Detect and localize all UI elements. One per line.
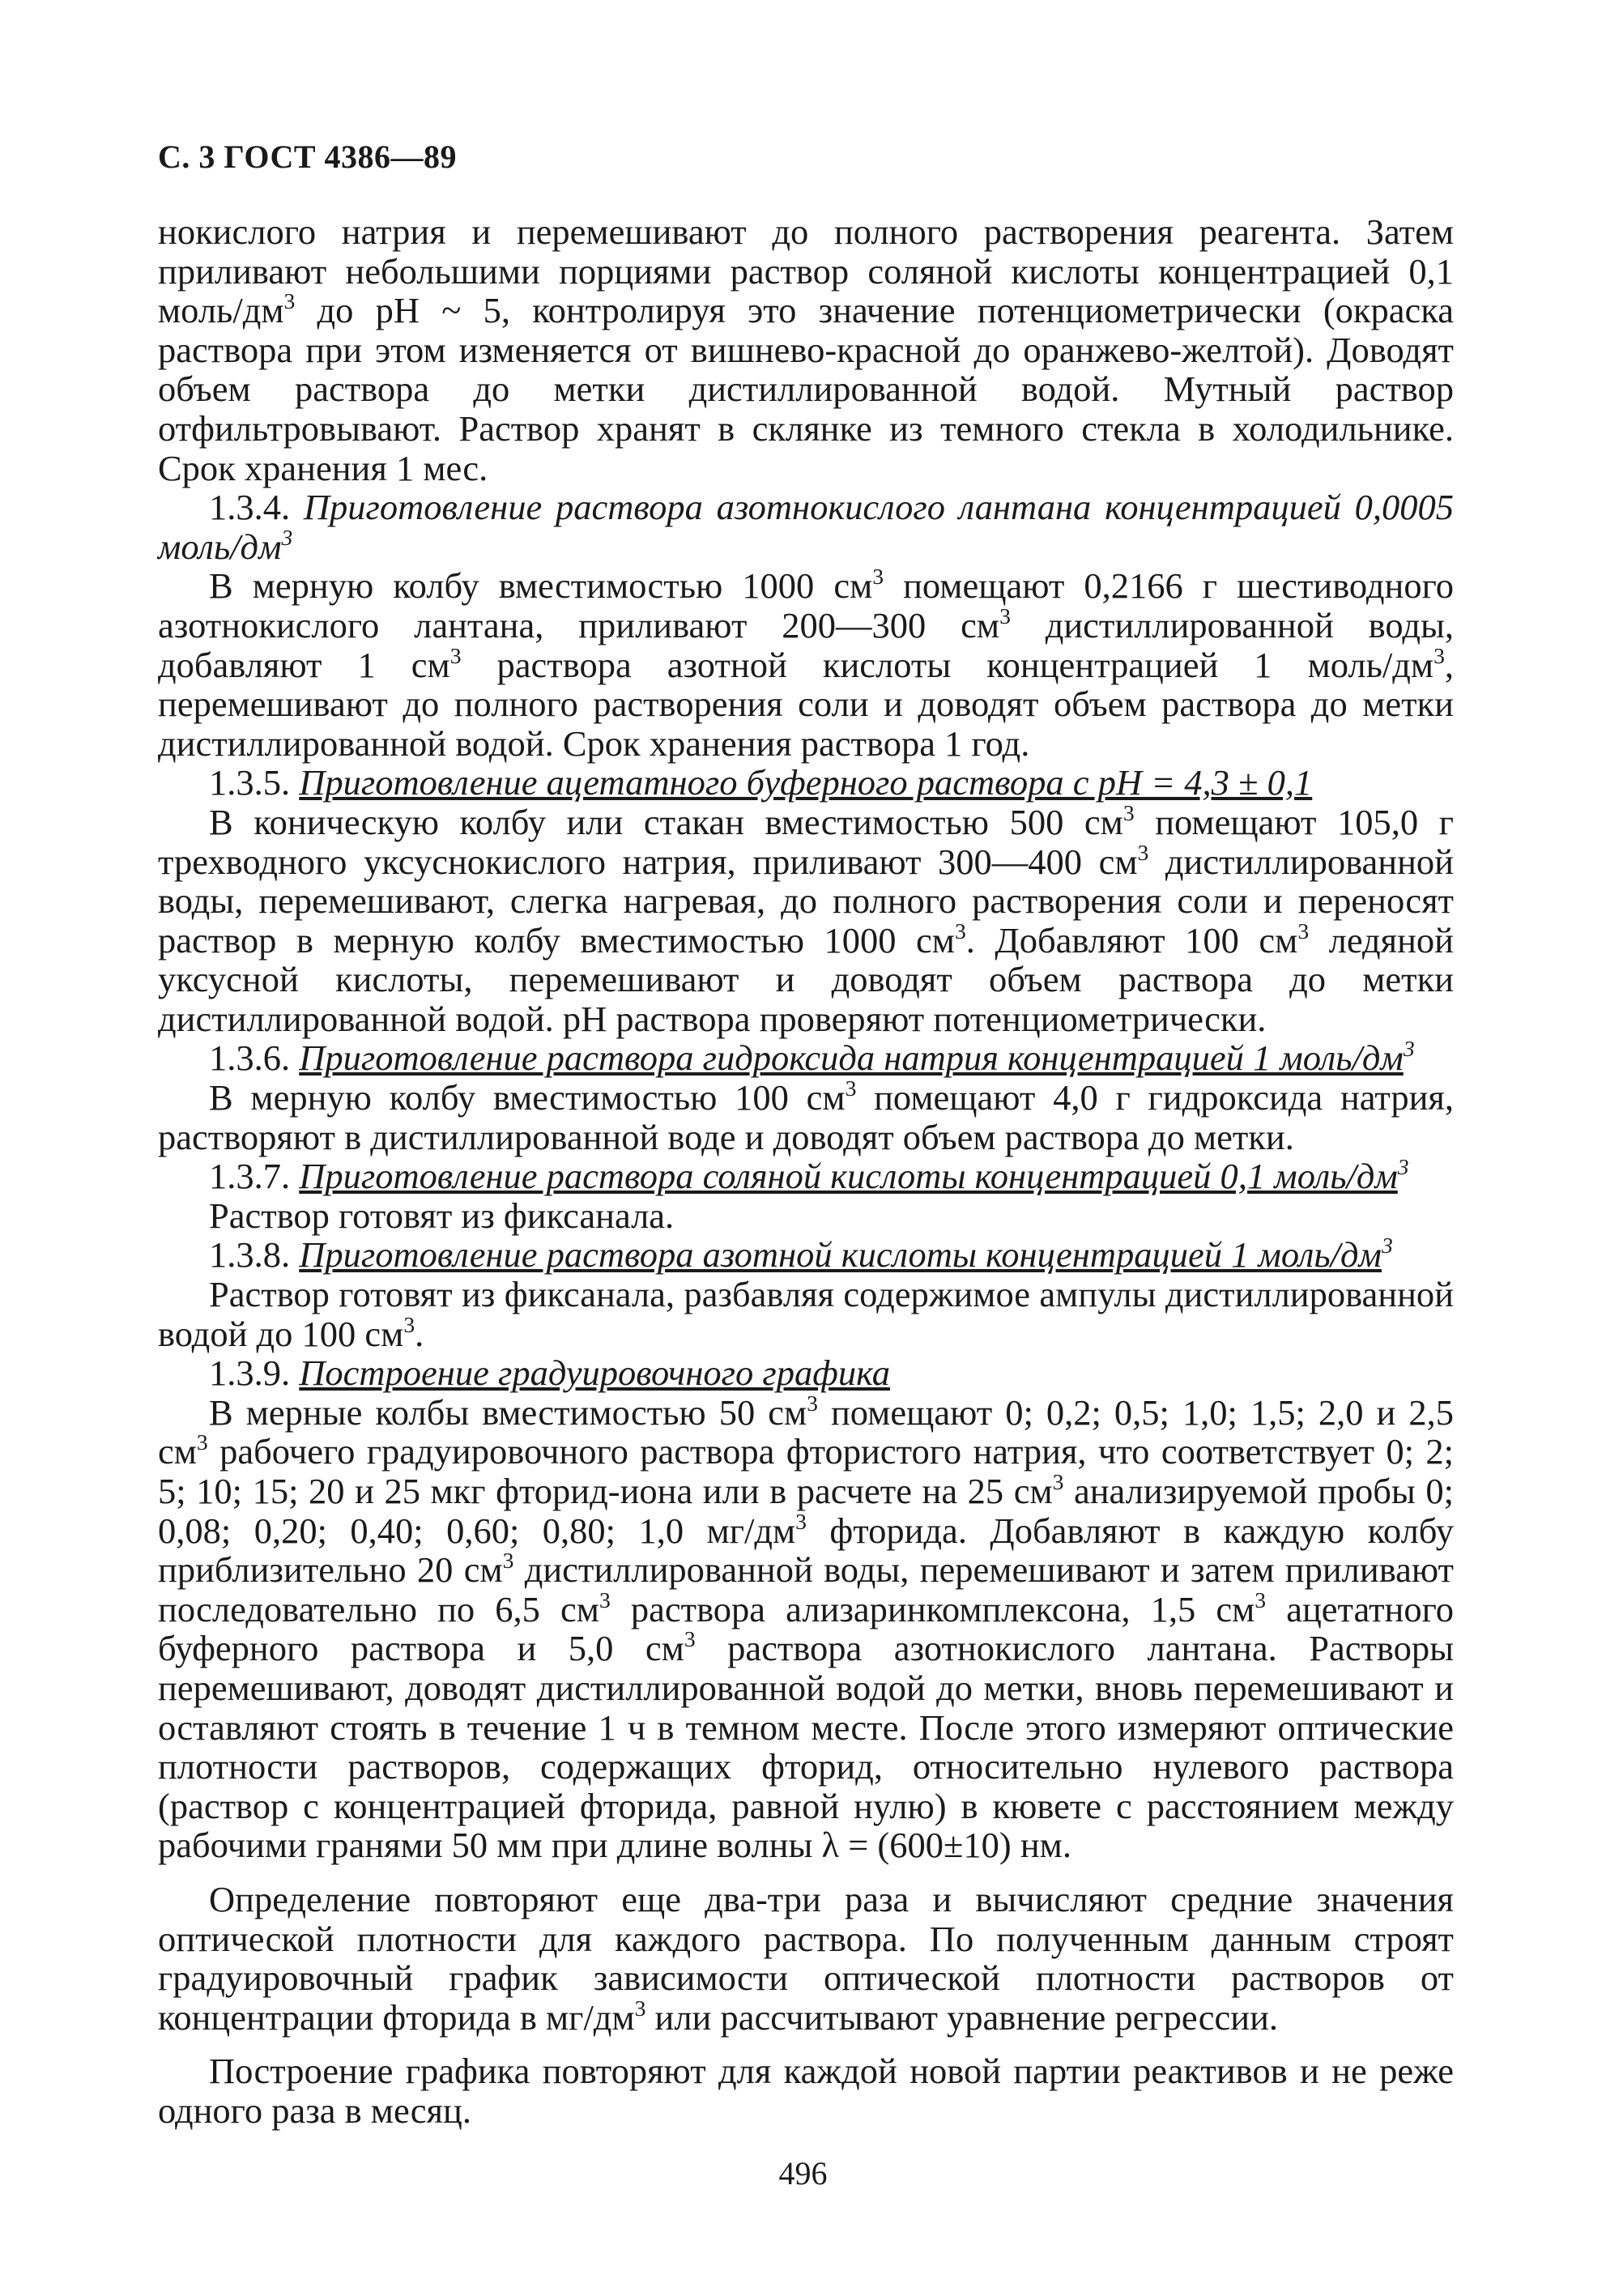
- text-run: 1.3.5.: [209, 762, 300, 803]
- superscript: 3: [1403, 1036, 1415, 1062]
- superscript: 3: [1397, 1154, 1409, 1180]
- superscript: 3: [449, 642, 462, 668]
- paragraph: [158, 799, 1454, 1039]
- superscript: 3: [954, 918, 966, 944]
- superscript: 3: [807, 1390, 818, 1416]
- text-run: дистиллированной воды, перемешивают, слегка нагревая, до полного растворения соли и переносят раствор в мерную колбу вместимостью 1000 см: [158, 841, 1454, 961]
- paragraph: [158, 2051, 1454, 2130]
- superscript: 3: [1297, 918, 1310, 944]
- paragraph: [158, 1880, 1454, 2037]
- superscript: 3: [684, 1626, 696, 1652]
- superscript: 3: [281, 524, 293, 550]
- superscript: 3: [599, 1587, 611, 1612]
- text-run: дистиллированной воды, добавляют 1 см: [158, 604, 1455, 685]
- superscript: 3: [283, 288, 296, 314]
- section-heading: [158, 1154, 1454, 1197]
- text-run: до pH ~ 5, контролируя это значение потенциометрически (окраска раствора при этом изменяется от вишнево-красной до оранжево-желтой). Доводят объем раствора до метки дистиллированной водой. Мутный раствор отфильтровывают. Раствор хранят в склянке из темного стекла в холодильнике. Срок хранения 1 мес.: [158, 290, 1454, 488]
- italic-run: Приготовление раствора соляной кислоты концентрацией 0,1 моль/дм: [299, 1156, 1398, 1197]
- text-run: 1.3.7.: [209, 1156, 300, 1197]
- superscript: 3: [196, 1429, 208, 1455]
- text-run: или рассчитывают уравнение регрессии.: [645, 1996, 1279, 2038]
- body-text: [158, 212, 1454, 2131]
- paragraph: [158, 212, 1454, 488]
- text-run: помещают 105,0 г трехводного уксуснокислого натрия, приливают 300—400 см: [158, 801, 1454, 882]
- text-run: ацетатного буферного раствора и 5,0 см: [158, 1588, 1455, 1669]
- section-heading: [158, 488, 1454, 566]
- text-run: ледяной уксусной кислоты, перемешивают и доводят объем раствора до метки дистиллированной водой. pH раствора проверяют потенциометрически.: [158, 919, 1454, 1039]
- superscript: 3: [403, 1311, 415, 1337]
- text-run: Определение повторяют еще два-три раза и вычисляют средние значения оптической плотности для каждого раствора. По полученным данным строят градуировочный график зависимости оптической плотности растворов от концентрации фторида в мг/дм: [158, 1878, 1454, 2038]
- superscript: 3: [872, 564, 884, 590]
- paragraph: [158, 1075, 1454, 1157]
- section-heading: [158, 763, 1454, 803]
- italic-run: Приготовление раствора гидроксида натрия концентрацией 1 моль/дм: [299, 1037, 1404, 1079]
- text-run: В коническую колбу или стакан вместимостью 500 см: [209, 801, 1123, 842]
- paragraph: [158, 1390, 1455, 1866]
- superscript: 3: [1122, 799, 1135, 825]
- text-run: 1.3.9.: [209, 1352, 300, 1394]
- text-run: помещают 4,0 г гидроксида натрия, растворяют в дистиллированной воде и доводят объем раствора до метки.: [158, 1077, 1454, 1157]
- paragraph: [158, 566, 1454, 763]
- superscript: 3: [999, 603, 1011, 628]
- section-heading: [158, 1235, 1454, 1275]
- text-run: 1.3.4.: [209, 487, 304, 528]
- superscript: 3: [1052, 1468, 1064, 1494]
- text-run: раствора азотнокислого лантана. Растворы перемешивают, доводят дистиллированной водой до метки, вновь перемешивают и оставляют стоять в течение 1 ч в темном месте. После этого измеряют оптические плотности растворов, содержащих фторид, относительно нулевого раствора (раствор с концентрацией фторида, равной нулю) в кювете с расстоянием между рабочими гранями 50 мм при длине волны λ = (600±10) нм.: [158, 1628, 1455, 1866]
- text-run: рабочего градуировочного раствора фтористого натрия, что соответствует 0; 2; 5; 10; 15; 20 и 25 мкг фторид-иона или в расчете на 25 см: [158, 1431, 1454, 1511]
- superscript: 3: [1381, 1233, 1393, 1259]
- text-run: дистиллированной воды, перемешивают и затем приливают последовательно по 6,5 см: [158, 1549, 1454, 1629]
- section-heading: [158, 1353, 1454, 1393]
- superscript: 3: [1255, 1587, 1267, 1612]
- superscript: 3: [795, 1508, 807, 1534]
- text-run: .: [415, 1313, 424, 1354]
- italic-run: Приготовление раствора азотной кислоты концентрацией 1 моль/дм: [299, 1234, 1382, 1276]
- section-heading: [158, 1038, 1454, 1078]
- running-header: С. 3 ГОСТ 4386—89: [158, 138, 458, 175]
- italic-run: Построение градуировочного графика: [299, 1352, 891, 1394]
- text-run: фторида. Добавляют в каждую колбу приблизительно 20 см: [158, 1510, 1454, 1591]
- page-number: 496: [778, 2155, 828, 2192]
- text-run: помещают 0; 0,2; 0,5; 1,0; 1,5; 2,0 и 2,5 см: [158, 1391, 1455, 1472]
- text-run: Построение графика повторяют для каждой новой партии реактивов и не реже одного раза в месяц.: [158, 2051, 1454, 2131]
- text-run: В мерные колбы вместимостью 50 см: [209, 1391, 807, 1433]
- text-run: 1.3.8.: [209, 1234, 300, 1276]
- superscript: 3: [1433, 642, 1445, 668]
- text-run: помещают 0,2166 г шестиводного азотнокислого лантана, приливают 200—300 см: [158, 565, 1455, 645]
- text-run: Раствор готовят из фиксанала, разбавляя содержимое ампулы дистиллированной водой до 100 см: [158, 1274, 1454, 1354]
- superscript: 3: [1137, 839, 1149, 865]
- text-run: , перемешивают до полного растворения соли и доводят объем раствора до метки дистиллированной водой. Срок хранения раствора 1 год.: [158, 644, 1454, 764]
- text-run: В мерную колбу вместимостью 1000 см: [209, 565, 873, 607]
- text-run: анализируемой пробы 0; 0,08; 0,20; 0,40; 0,60; 0,80; 1,0 мг/дм: [158, 1471, 1454, 1551]
- text-run: В мерную колбу вместимостью 100 см: [209, 1077, 846, 1118]
- text-run: 1.3.6.: [209, 1037, 300, 1079]
- text-run: раствора азотной кислоты концентрацией 1 моль/дм: [461, 644, 1434, 685]
- italic-run: Приготовление раствора азотнокислого лантана концентрацией 0,0005 моль/дм: [158, 487, 1454, 567]
- text-run: Раствор готовят из фиксанала.: [209, 1195, 675, 1236]
- text-run: . Добавляют 100 см: [965, 919, 1298, 961]
- superscript: 3: [634, 1995, 646, 2021]
- superscript: 3: [502, 1548, 514, 1574]
- paragraph: [158, 1275, 1454, 1353]
- text-run: нокислого натрия и перемешивают до полного растворения реагента. Затем приливают небольшими порциями раствор соляной кислоты концентрацией 0,1 моль/дм: [158, 211, 1454, 331]
- superscript: 3: [845, 1075, 857, 1101]
- italic-run: Приготовление ацетатного буферного раствора с pH = 4,3 ± 0,1: [299, 762, 1313, 803]
- paragraph: [158, 1196, 1454, 1236]
- text-run: раствора ализаринкомплексона, 1,5 см: [610, 1588, 1255, 1629]
